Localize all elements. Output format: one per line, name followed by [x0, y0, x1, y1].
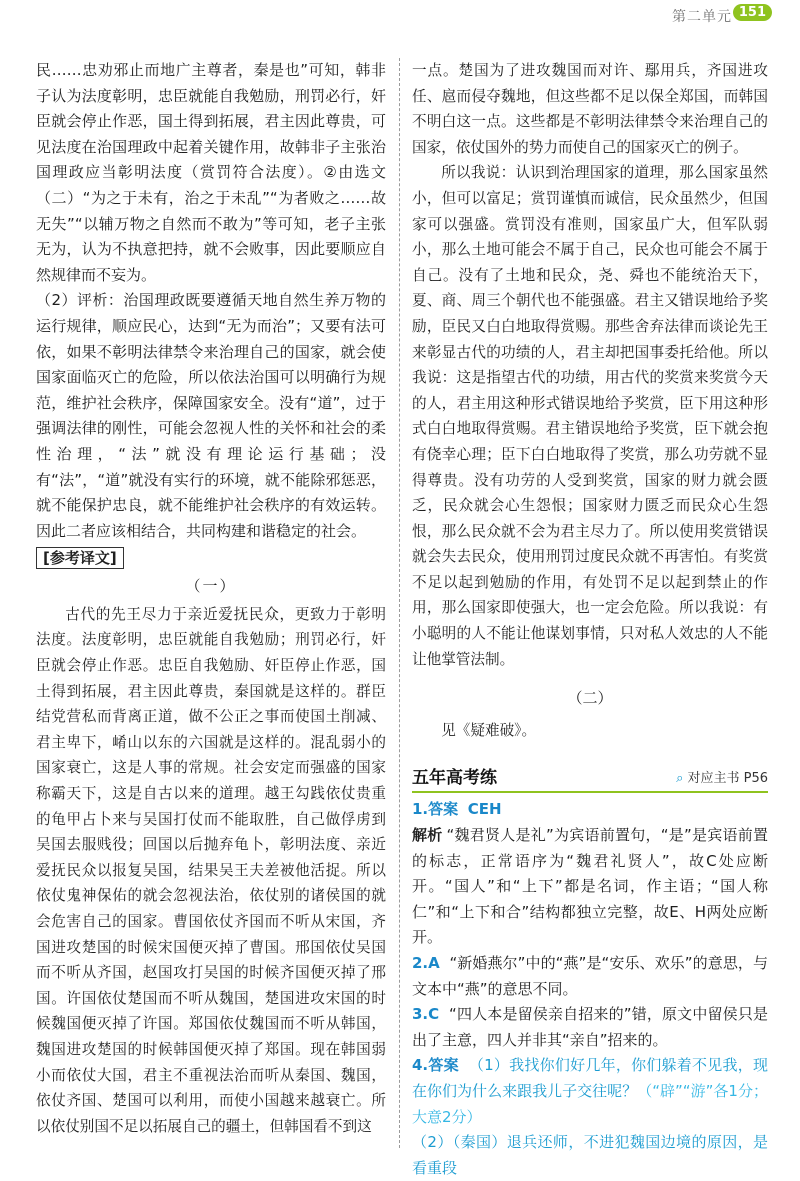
reference-translation-label: [参考译文] — [36, 547, 124, 569]
page-header — [0, 0, 800, 40]
translation-paragraph-1: 古代的先王尽力于亲近爱抚民众，更致力于彰明法度。法度彰明，忠臣就能自我勉励；刑罚必行，奸臣就会停止作恶。忠臣自我勉励、奸臣停止作恶，国土得到拓展，君主因此尊贵，秦国就是这样的。群臣结党营私而背离正道，做不公正之事而使国土削减、君主卑下，崤山以东的六国就是这样的。混乱弱小的国家衰亡，这是人事的常规。社会安定而强盛的国家称霸天下，这是自古以来的道理。越王勾践依仗贵重的龟甲占卜来与吴国打仗而不能取胜，自己做俘虏到吴国去服贱役；回国以后抛弃龟卜，彰明法度、亲近爱抚民众以报复吴国，结果吴王夫差被他活捉。所以依仗鬼神保佑的就会忽视法治，依仗别的诸侯国的就会危害自己的国家。曹国依仗齐国而不听从宋国，齐国进攻楚国的时候宋国便灭掉了曹国。邢国依仗吴国而不听从齐国，赵国攻打吴国的时候齐国便灭掉了邢国。许国依仗楚国而不听从魏国，楚国进攻宋国的时候魏国便灭掉了许国。郑国依仗魏国而不听从韩国，魏国进攻楚国的时候韩国便灭掉了郑国。现在韩国弱小而依仗大国，君主不重视法治而听从秦国、魏国，依仗齐国、楚国可以利用，而使小国越来越衰亡。所以依仗别国不足以拓展自己的疆土，但韩国看不到这 — [36, 605, 386, 1135]
question-1-analysis: 解析 “魏君贤人是礼”为宾语前置句，“是”是宾语前置的标志，正常语序为“魏君礼贤人”，故C处应断开。“国人”和“上下”都是名词，作主语；“国人称仁”和“上下和合”结构都独立完整，故E、H两处应断开。 — [412, 826, 768, 947]
question-1-answer: 1.答案 CEH — [412, 800, 502, 819]
search-icon: ⌕ — [676, 770, 684, 786]
page-number-badge: 151 — [733, 4, 772, 21]
section-header — [412, 763, 768, 793]
analysis-paragraph-2: （2）评析：治国理政既要遵循天地自然生养万物的运行规律，顺应民心，达到“无为而治”；又要有法可依，如果不彰明法律禁令来治理自己的国家，就会使国家面临灭亡的危险，所以依法治国可以明确行为规范，维护社会秩序，保障国家安全。没有“道”，过于强调法律的刚性，可能会忽视人性的关怀和社会的柔性治理，“法”就没有理论运行基础；没有“法”，“道”就没有实行的环境，就不能除邪惩恶，就不能保护忠良，就不能维护社会秩序的有效运转。因此二者应该相结合，共同构建和谐稳定的社会。 — [36, 291, 386, 540]
translation-continued: 一点。楚国为了进攻魏国而对许、鄢用兵，齐国进攻任、扈而侵夺魏地，但这些都不足以保全郑国，而韩国不明白这一点。这些都是不彰明法律禁令来治理自己的国家，依仗国外的势力而使自己的国家灭亡的例子。 — [412, 62, 768, 156]
question-2: 2.A “新婚燕尔”中的“燕”是“安乐、欢乐”的意思，与文本中“燕”的意思不同。 — [412, 954, 768, 998]
question-3: 3.C “四人本是留侯亲自招来的”错，原文中留侯只是出了主意，四人并非其“亲自”招来的。 — [412, 1005, 768, 1049]
question-4-part-2: （2）（秦国）退兵还师，不进犯魏国边境的原因，是看重段 — [412, 1133, 768, 1177]
translation-paragraph-2: 所以我说：认识到治理国家的道理，那么国家虽然小，但可以富足；赏罚谨慎而诚信，民众虽然少，但国家可以强盛。赏罚没有准则，国家虽广大，但军队弱小，那么土地可能会不属于自己，民众也可能会不属于自己。没有了土地和民众，尧、舜也不能统治天下，夏、商、周三个朝代也不能强盛。君主又错误地给予奖励，臣民又白白地取得赏赐。那些舍弃法律而谈论先王来彰显古代的功绩的人，君主却把国事委托给他。所以我说：这是指望古代的功绩，用古代的奖赏来奖赏今天的人，君主用这种形式错误地给予奖赏，臣下用这种形式白白地取得赏赐。君主错误地给予奖赏，臣下就会抱有侥幸心理；臣下白白地取得了奖赏，那么功劳就不显得尊贵。没有功劳的人受到奖赏，国家的财力就会匮乏，民众就会心生怨恨；国家财力匮乏而民众心生怨恨，那么民众就不会为君主尽力了。所以使用奖赏错误就会失去民众，使用刑罚过度民众就不再害怕。有奖赏不足以起到勉励的作用，有处罚不足以起到禁止的作用，那么国家即使强大，也一定会危险。所以我说：有小聪明的人不能让他谋划事情，只对私人效忠的人不能让他掌管法制。 — [412, 164, 768, 668]
section-reference: ⌕ 对应主书 P56 — [676, 770, 768, 786]
analysis-paragraph-1: 民……忠劝邪止而地广主尊者，秦是也”可知，韩非子认为法度彰明，忠臣就能自我勉励，刑罚必行，奸臣就会停止作恶，国土得到拓展，君主因此尊贵，可见法度在治国理政中起着关键作用，故韩非子主张治国理政应当彰明法度（赏罚符合法度）。②由选文（二）“为之于未有，治之于未乱”“为者败之……故无失”“以辅万物之自然而不敢为”等可知，老子主张无为，认为不执意把持，就不会败事，因此要顺应自然规律而不妄为。 — [36, 61, 386, 284]
unit-label: 第二单元 — [672, 9, 732, 25]
see-reference: 见《疑难破》。 — [441, 721, 537, 739]
question-4: 4.答案 （1）我找你们好几年，你们躲着不见我，现在你们为什么来跟我儿子交往呢？（“辟”“游”各1分；大意2分） — [412, 1056, 768, 1126]
translation-subtitle-2: （二） — [567, 689, 613, 708]
section-title: 五年高考练 — [412, 767, 497, 788]
left-column — [36, 58, 386, 1139]
right-column — [412, 58, 768, 1181]
column-divider — [399, 58, 400, 1148]
translation-subtitle-1: （一） — [185, 577, 237, 596]
